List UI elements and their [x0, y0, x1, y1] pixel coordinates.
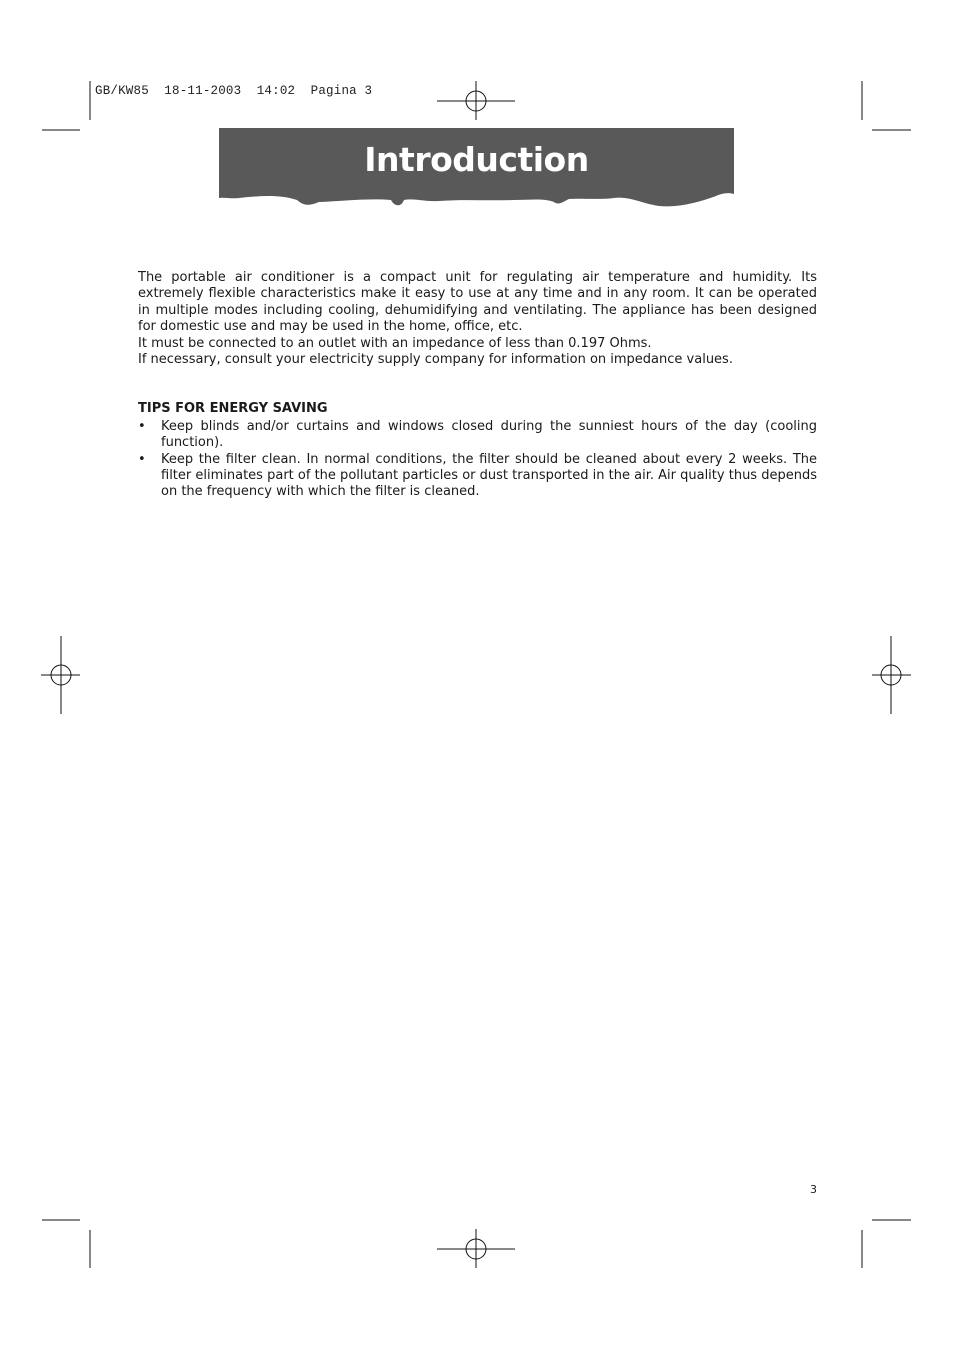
list-item	[138, 452, 817, 501]
tips-list	[138, 419, 817, 501]
list-item	[138, 419, 817, 452]
impedance-line: It must be connected to an outlet with an impedance of less than 0.197 Ohms.	[138, 335, 652, 351]
print-slug-line: GB/KW85 18-11-2003 14:02 Pagina 3	[95, 84, 373, 98]
registration-mark-right	[872, 636, 911, 714]
registration-mark-bottom	[437, 1229, 515, 1268]
consult-line: If necessary, consult your electricity supply company for information on impedance values.	[138, 352, 733, 368]
bullet-icon: •	[138, 451, 146, 467]
intro-paragraph: The portable air conditioner is a compact unit for regulating air temperature and humidity. Its extremely flexible characteristics make it easy to use at any time and in any room. It can be operated in multiple modes including cooling, dehumidifying and ventilating. The appliance has been designed for domestic use and may be used in the home, office, etc.	[138, 270, 817, 335]
page-number: 3	[810, 1183, 817, 1196]
tip-text: Keep the filter clean. In normal conditions, the filter should be cleaned about every 2 weeks. The filter eliminates part of the pollutant particles or dust transported in the air. Air quality thus depends on the frequency with which the filter is cleaned.	[161, 451, 817, 500]
bullet-icon: •	[138, 418, 146, 434]
tip-text: Keep blinds and/or curtains and windows closed during the sunniest hours of the day (cooling function).	[161, 418, 817, 451]
registration-mark-top	[437, 81, 515, 120]
page-title: Introduction	[364, 140, 589, 179]
tips-heading: TIPS FOR ENERGY SAVING	[138, 401, 328, 417]
main-content	[138, 270, 817, 501]
registration-mark-left	[41, 636, 80, 714]
